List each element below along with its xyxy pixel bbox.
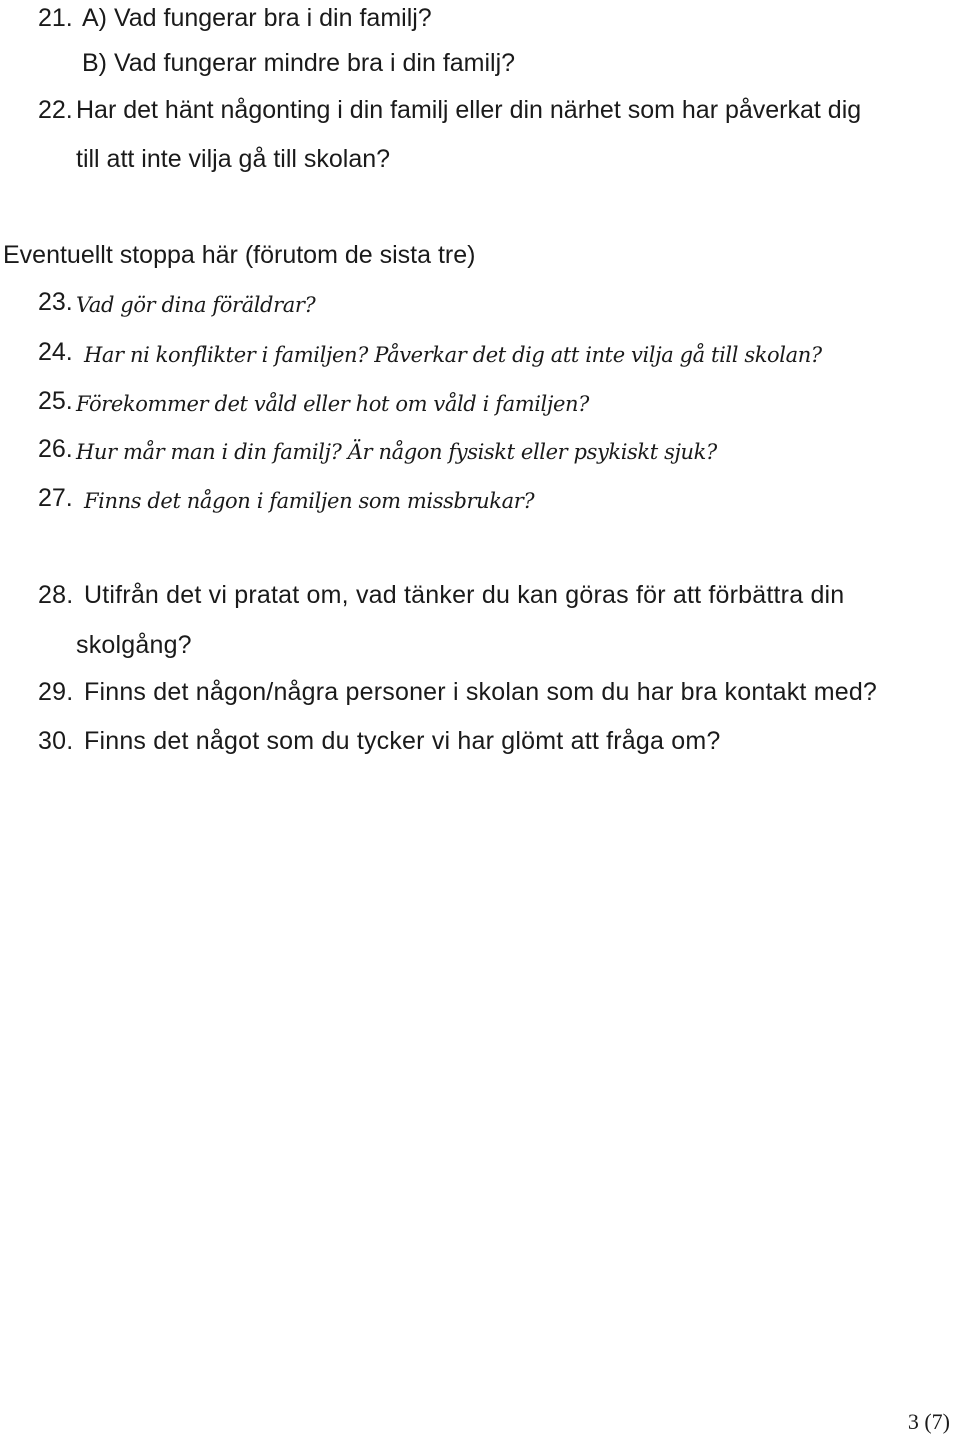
- question-number: 29.: [38, 678, 74, 706]
- question-number: 27.: [38, 484, 73, 512]
- question-text: Förekommer det våld eller hot om våld i familjen?: [76, 392, 589, 416]
- question-text: skolgång?: [76, 631, 192, 659]
- question-number: 24.: [38, 338, 73, 366]
- question-text: Har ni konflikter i familjen? Påverkar det dig att inte vilja gå till skolan?: [84, 343, 822, 367]
- question-text: A) Vad fungerar bra i din familj?: [82, 4, 432, 32]
- page-number: 3 (7): [907, 1409, 950, 1434]
- question-text: Vad gör dina föräldrar?: [76, 293, 316, 317]
- question-number: 22.: [38, 96, 73, 124]
- question-number: 21.: [38, 4, 73, 32]
- question-text: Finns det någon i familjen som missbrukar?: [84, 489, 535, 513]
- question-text: Utifrån det vi pratat om, vad tänker du kan göras för att förbättra din: [84, 581, 845, 609]
- question-text: till att inte vilja gå till skolan?: [76, 145, 391, 173]
- question-text: Hur mår man i din familj? Är någon fysiskt eller psykiskt sjuk?: [76, 440, 717, 464]
- question-number: 23.: [38, 288, 73, 316]
- question-text: Finns det något som du tycker vi har glömt att fråga om?: [84, 727, 721, 755]
- question-text: Har det hänt någonting i din familj eller din närhet som har påverkat dig: [76, 96, 862, 124]
- question-number: 30.: [38, 727, 74, 755]
- question-number: 28.: [38, 581, 74, 609]
- question-text: Finns det någon/några personer i skolan som du har bra kontakt med?: [84, 678, 878, 706]
- question-number: 25.: [38, 387, 73, 415]
- question-number: 26.: [38, 435, 73, 463]
- question-text: B) Vad fungerar mindre bra i din familj?: [82, 49, 516, 77]
